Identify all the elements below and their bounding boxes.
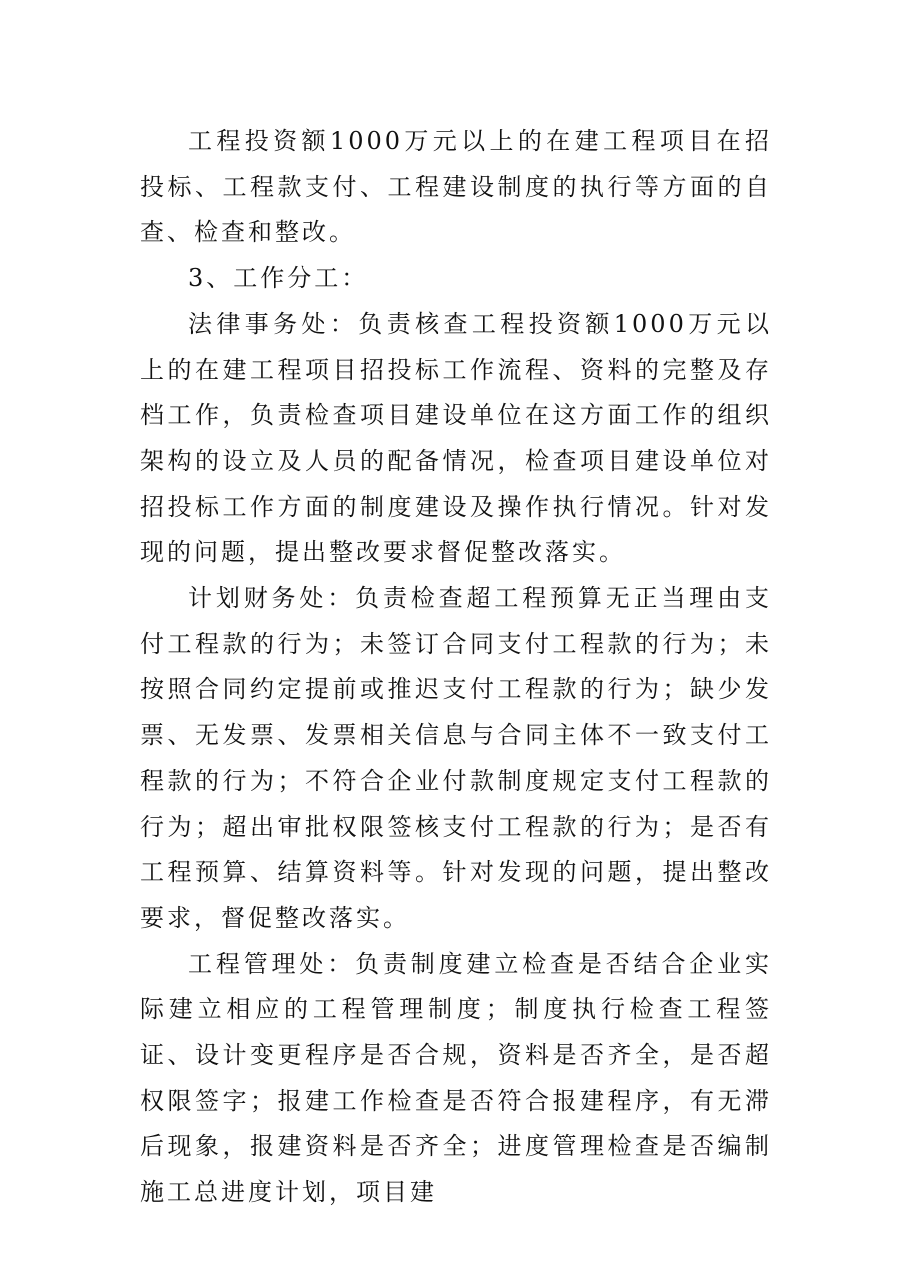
paragraph-legal-affairs-office: 法律事务处：负责核查工程投资额1000万元以上的在建工程项目招投标工作流程、资料的完整及存档工作，负责检查项目建设单位在这方面工作的组织架构的设立及人员的配备情况，检查项目建设单位对招投标工作方面的制度建设及操作执行情况。针对发现的问题，提出整改要求督促整改落实。 xyxy=(140,309,772,567)
paragraph-planning-finance-office: 计划财务处：负责检查超工程预算无正当理由支付工程款的行为；未签订合同支付工程款的行为；未按照合同约定提前或推迟支付工程款的行为；缺少发票、无发票、发票相关信息与合同主体不一致支付工程款的行为；不符合企业付款制度规定支付工程款的行为；超出审批权限签核支付工程款的行为；是否有工程预算、结算资料等。针对发现的问题，提出整改要求，督促整改落实。 xyxy=(140,584,772,932)
section-heading-division-of-work: 3、工作分工： xyxy=(188,264,369,293)
document-body xyxy=(140,119,772,1216)
paragraph-engineering-management-office: 工程管理处：负责制度建立检查是否结合企业实际建立相应的工程管理制度；制度执行检查工程签证、设计变更程序是否合规，资料是否齐全，是否超权限签字；报建工作检查是否符合报建程序，有无滞后现象，报建资料是否齐全；进度管理检查是否编制施工总进度计划，项目建 xyxy=(140,949,772,1207)
paragraph-project-scope: 工程投资额1000万元以上的在建工程项目在招投标、工程款支付、工程建设制度的执行等方面的自查、检查和整改。 xyxy=(140,127,772,247)
